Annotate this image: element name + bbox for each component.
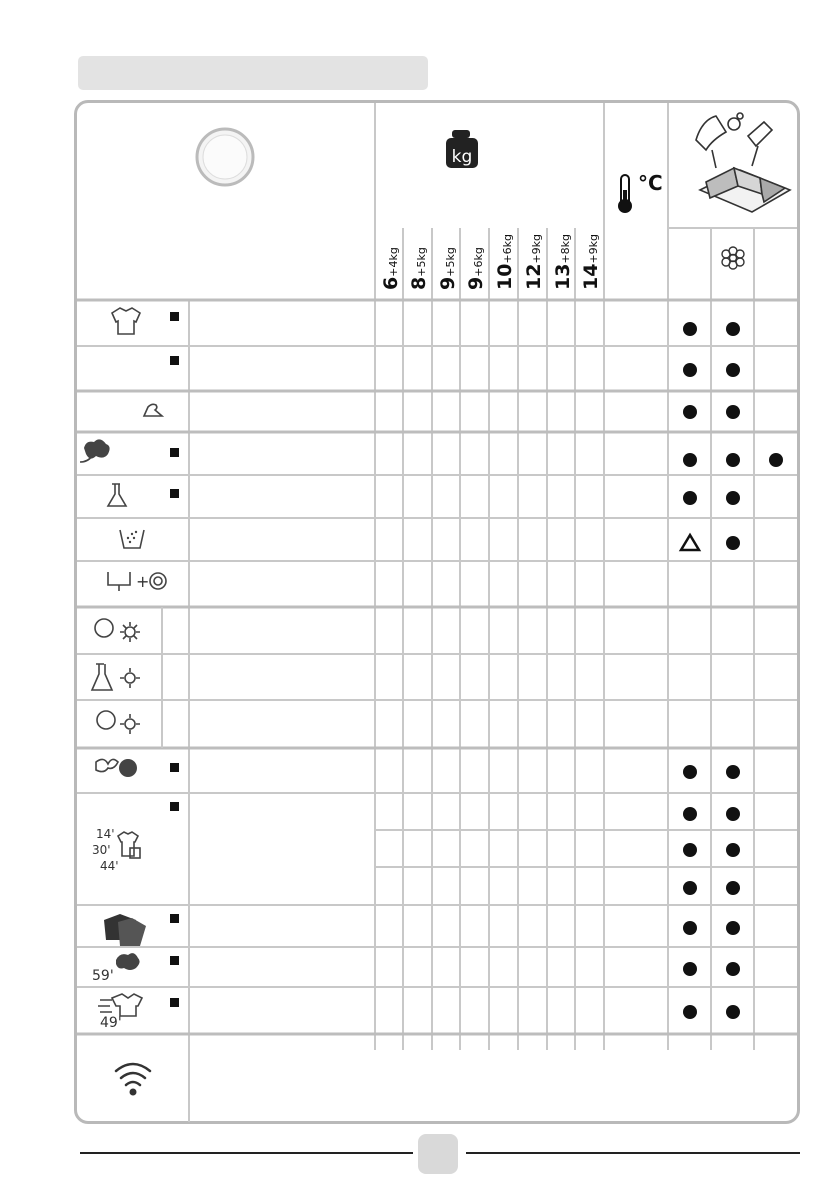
load-label-unit: kg — [444, 247, 457, 261]
page-number-badge — [418, 1134, 458, 1174]
load-label-extra: +9 — [587, 247, 600, 264]
dot-mark — [726, 491, 740, 505]
dot-mark — [683, 322, 697, 336]
load-label-main: 14 — [580, 263, 602, 290]
dot-mark — [726, 807, 740, 821]
option-marker — [170, 448, 179, 457]
time-marker-30: 30' — [92, 843, 111, 857]
load-label-extra: +6 — [472, 260, 485, 277]
flask-sun-icon — [92, 664, 140, 690]
load-label-unit: kg — [472, 247, 485, 261]
load-label-unit: kg — [415, 247, 428, 261]
load-label-unit: kg — [587, 233, 600, 248]
hand-wash-basin-icon — [120, 530, 144, 548]
detergent-drawer-icon — [696, 113, 790, 212]
quick-shirt-icon — [112, 994, 142, 1016]
option-marker — [170, 998, 179, 1007]
dot-mark — [683, 491, 697, 505]
load-label-3 — [437, 247, 459, 290]
thermometer-icon — [618, 175, 632, 213]
detergent-marks — [681, 322, 783, 1019]
footer-rule-left — [80, 1152, 413, 1154]
dot-mark — [683, 363, 697, 377]
load-label-main: 13 — [552, 263, 574, 290]
dot-mark — [726, 765, 740, 779]
load-label-2 — [408, 247, 430, 290]
speed-lines-icon — [98, 1000, 112, 1012]
dot-mark — [683, 765, 697, 779]
quick-cotton-icon — [116, 953, 140, 970]
load-label-unit: kg — [387, 247, 400, 261]
cotton-icon — [84, 439, 110, 458]
spray-drops-icon — [127, 531, 137, 543]
dot-mark — [683, 962, 697, 976]
load-label-8 — [580, 234, 602, 290]
dot-mark — [683, 405, 697, 419]
programme-dial-icon — [197, 129, 253, 185]
wifi-icon — [116, 1064, 150, 1085]
load-label-4 — [465, 247, 487, 290]
drain-icon — [108, 572, 130, 591]
option-marker — [170, 763, 179, 772]
option-marker — [170, 312, 179, 321]
load-label-extra: +5 — [415, 260, 428, 277]
dot-mark — [726, 453, 740, 467]
option-marker — [170, 489, 179, 498]
shirt-sparkle-icon — [112, 308, 140, 334]
wool-sun-icon — [95, 619, 140, 642]
dot-mark — [726, 881, 740, 895]
option-marker — [170, 914, 179, 923]
option-marker — [170, 956, 179, 965]
load-label-unit: kg — [501, 233, 514, 248]
load-label-7 — [552, 234, 574, 290]
option-marker — [170, 356, 179, 365]
load-label-extra: +9 — [530, 247, 543, 264]
quick-59-label: 59' — [92, 968, 114, 984]
butterfly-icon — [96, 759, 118, 771]
option-marker — [170, 802, 179, 811]
load-label-unit: kg — [559, 233, 572, 248]
dot-mark — [683, 921, 697, 935]
dot-mark — [726, 921, 740, 935]
time-marker-14: 14' — [96, 827, 115, 841]
load-label-unit: kg — [530, 233, 543, 248]
load-label-extra: +6 — [501, 247, 514, 264]
weight-icon-label: kg — [451, 147, 473, 167]
softener-flower-icon — [722, 247, 744, 269]
dot-mark — [683, 1005, 697, 1019]
load-label-main: 12 — [523, 263, 545, 290]
dot-mark — [726, 843, 740, 857]
dot-mark — [683, 807, 697, 821]
mixed-colours-icon — [104, 914, 146, 946]
dot-mark — [683, 453, 697, 467]
load-label-main: 10 — [494, 263, 516, 290]
spin-icon — [150, 573, 166, 589]
dot-mark — [726, 363, 740, 377]
load-label-main: 9 — [465, 276, 487, 290]
dot-mark — [726, 536, 740, 550]
dot-mark — [726, 405, 740, 419]
quick-49-label: 49' — [100, 1015, 122, 1031]
dot-mark — [683, 881, 697, 895]
dot-mark — [683, 843, 697, 857]
dot-mark — [769, 453, 783, 467]
load-label-1 — [380, 247, 402, 290]
load-label-5 — [494, 234, 516, 290]
load-label-main: 8 — [408, 276, 430, 290]
temperature-unit: °C — [638, 171, 663, 195]
time-marker-44: 44' — [100, 859, 119, 873]
dot-mark — [726, 322, 740, 336]
load-label-extra: +4 — [387, 260, 400, 277]
triangle-mark — [681, 535, 699, 550]
load-label-main: 6 — [380, 276, 402, 290]
time-shirt-icon — [118, 832, 138, 856]
butterfly-wool-icon — [119, 759, 137, 777]
load-label-extra: +5 — [444, 260, 457, 277]
plus-sign: + — [136, 572, 150, 591]
flask-icon — [108, 484, 126, 506]
footer-rule-right — [466, 1152, 800, 1154]
load-label-6 — [523, 234, 545, 290]
cotton-sun-icon — [97, 711, 140, 734]
hanger-icon — [144, 404, 162, 416]
load-label-extra: +8 — [559, 247, 572, 264]
dot-mark — [726, 962, 740, 976]
load-label-main: 9 — [437, 276, 459, 290]
dot-mark — [726, 1005, 740, 1019]
